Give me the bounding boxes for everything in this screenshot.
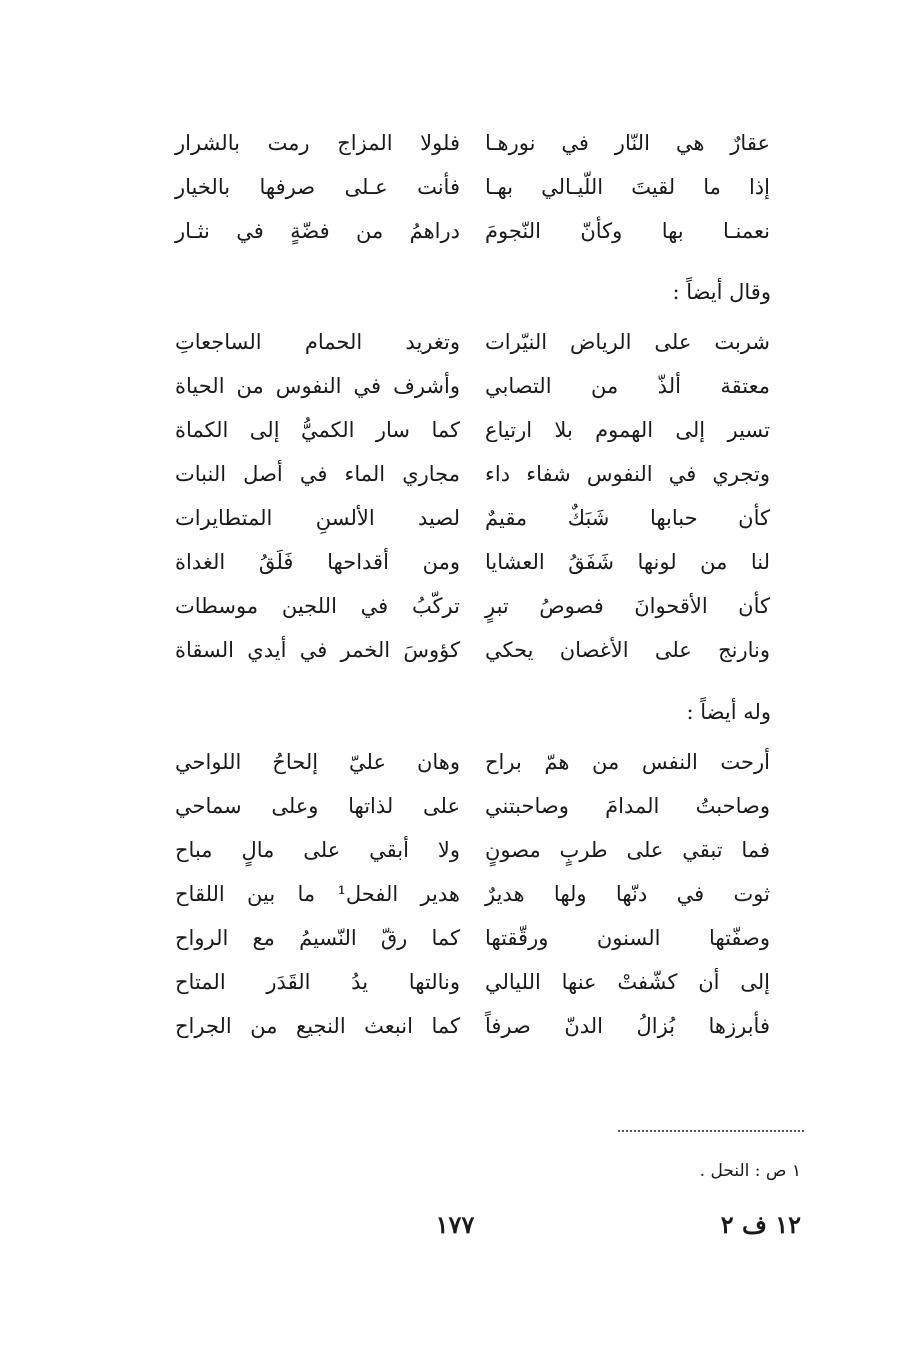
verse-first-hemistich: فأبرزها بُزالُ الدنّ صرفاً <box>485 1014 770 1038</box>
verse-line <box>175 923 770 967</box>
verse-first-hemistich: وصاحبتُ المدامَ وصاحبتني <box>485 794 770 818</box>
verse-line <box>175 547 770 591</box>
verse-first-hemistich: تسير إلى الهموم بلا ارتياع <box>485 418 770 442</box>
poem-stanza-3 <box>175 747 770 1055</box>
verse-first-hemistich: ونارنج على الأغصان يحكي <box>485 638 770 662</box>
verse-first-hemistich: ثوت في دنّها ولها هديرٌ <box>485 882 770 906</box>
verse-second-hemistich: مجاري الماء في أصل النبات <box>175 462 460 486</box>
verse-first-hemistich: وصفّتها السنون ورقّقتها <box>485 926 770 950</box>
poem-stanza-2 <box>175 327 770 679</box>
verse-second-hemistich: ومن أقداحها فَلَقُ الغداة <box>175 550 460 574</box>
poem-intro-2: وله أيضاً : <box>686 700 771 724</box>
verse-second-hemistich: كؤوسَ الخمر في أيدي السقاة <box>175 638 460 662</box>
verse-second-hemistich: ونالتها يدُ القَدَر المتاح <box>175 970 460 994</box>
verse-line <box>175 791 770 835</box>
verse-first-hemistich: عقارٌ هي النّار في نورهـا <box>485 131 770 155</box>
footnote-separator <box>618 1130 804 1132</box>
verse-line <box>175 1011 770 1055</box>
verse-first-hemistich: نعمنـا بها وكأنّ النّجومَ <box>485 219 770 243</box>
verse-second-hemistich: لصيد الألسنِ المتطايرات <box>175 506 460 530</box>
verse-line <box>175 967 770 1011</box>
verse-first-hemistich: إذا ما لقيتَ اللّيـالي بهـا <box>485 175 770 199</box>
verse-second-hemistich: على لذاتها وعلى سماحي <box>175 794 460 818</box>
verse-first-hemistich: شربت على الرياض النيّرات <box>485 330 770 354</box>
verse-second-hemistich: وهان عليّ إلحاحُ اللواحي <box>175 750 460 774</box>
verse-second-hemistich: تركّبُ في اللجين موسطات <box>175 594 460 618</box>
verse-second-hemistich: فلولا المزاج رمت بالشرار <box>175 131 460 155</box>
verse-first-hemistich: معتقة ألذّ من التصابي <box>485 374 770 398</box>
verse-line <box>175 216 770 260</box>
verse-second-hemistich: كما رقّ النّسيمُ مع الرواح <box>175 926 460 950</box>
verse-first-hemistich: وتجري في النفوس شفاء داء <box>485 462 770 486</box>
verse-second-hemistich: ولا أبقي على مالٍ مباح <box>175 838 460 862</box>
poem-intro-1: وقال أيضاً : <box>672 280 771 304</box>
verse-line <box>175 128 770 172</box>
verse-line <box>175 327 770 371</box>
verse-line <box>175 172 770 216</box>
verse-second-hemistich: دراهمُ من فضّةٍ في نثـار <box>175 219 460 243</box>
verse-second-hemistich: وتغريد الحمام الساجعاتِ <box>175 330 460 354</box>
verse-line <box>175 747 770 791</box>
verse-second-hemistich: كما سار الكميُّ إلى الكماة <box>175 418 460 442</box>
verse-line <box>175 459 770 503</box>
verse-second-hemistich: وأشرف في النفوس من الحياة <box>175 374 460 398</box>
verse-line <box>175 835 770 879</box>
verse-second-hemistich: كما انبعث النجيع من الجراح <box>175 1014 460 1038</box>
verse-line <box>175 591 770 635</box>
verse-first-hemistich: إلى أن كشّفتْ عنها الليالي <box>485 970 770 994</box>
printer-signature: ١٢ ف ٢ <box>720 1210 801 1239</box>
verse-line <box>175 879 770 923</box>
footnote: ١ ص : النحل . <box>699 1161 801 1181</box>
verse-line <box>175 503 770 547</box>
verse-line <box>175 415 770 459</box>
verse-line <box>175 635 770 679</box>
verse-second-hemistich: هدير الفحل¹ ما بين اللقاح <box>175 882 460 906</box>
verse-first-hemistich: فما تبقي على طربٍ مصونٍ <box>485 838 770 862</box>
verse-line <box>175 371 770 415</box>
poem-stanza-1 <box>175 128 770 260</box>
verse-first-hemistich: كأن الأقحوانَ فصوصُ تبرٍ <box>485 594 770 618</box>
verse-second-hemistich: فأنت عـلى صرفها بالخيار <box>175 175 460 199</box>
verse-first-hemistich: أرحت النفس من همّ براح <box>485 750 770 774</box>
verse-first-hemistich: لنا من لونها شَفَقُ العشايا <box>485 550 770 574</box>
verse-first-hemistich: كأن حبابها شَبَكٌ مقيمٌ <box>485 506 770 530</box>
page-number: ١٧٧ <box>435 1210 475 1239</box>
